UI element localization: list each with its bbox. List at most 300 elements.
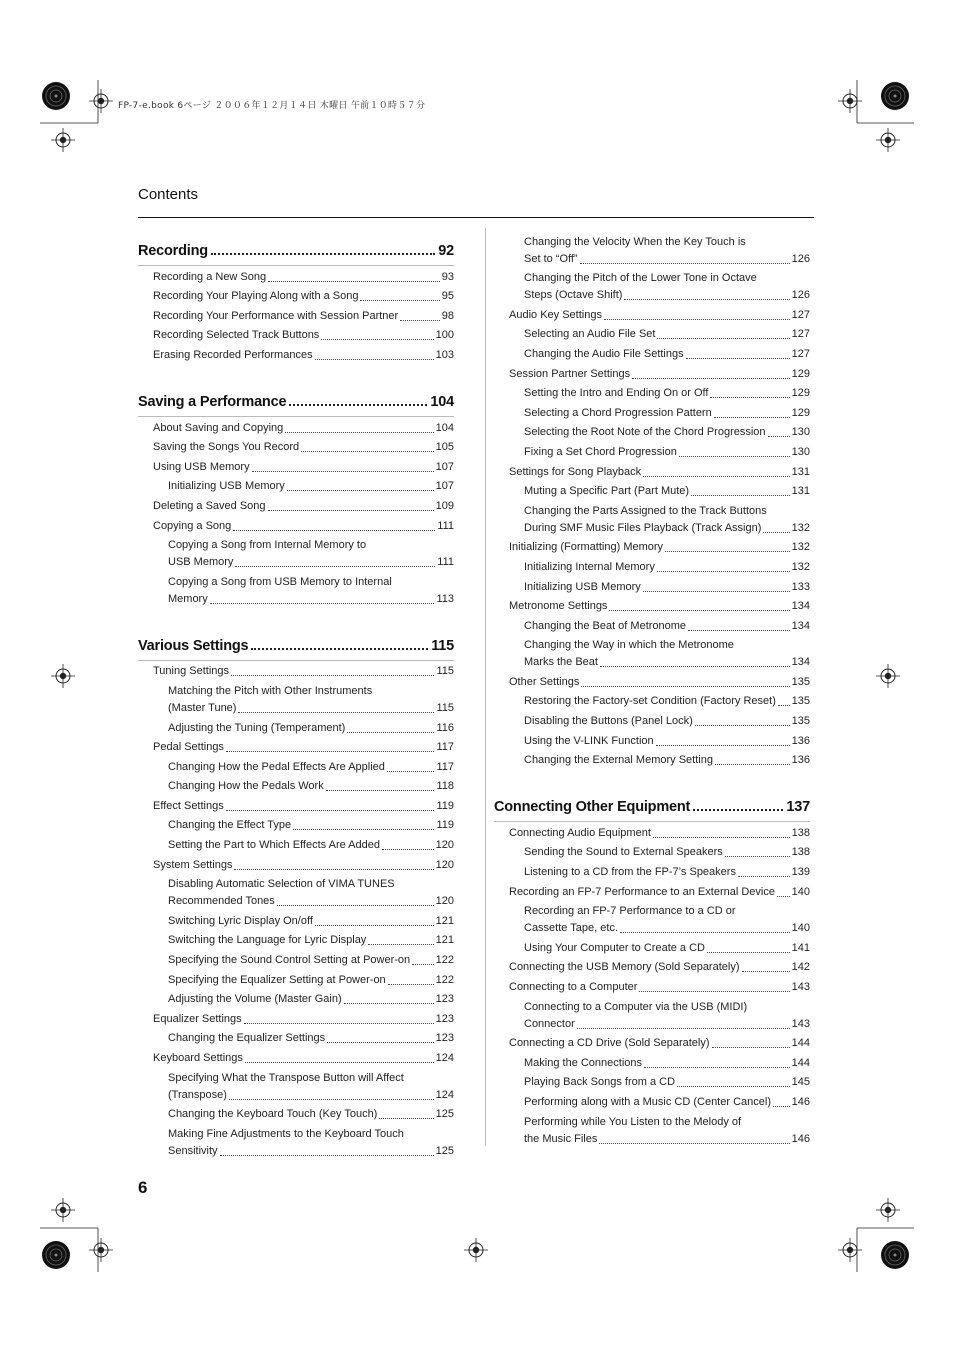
toc-entry[interactable] (168, 1106, 454, 1123)
entry-row (524, 1055, 810, 1072)
leader-dots (763, 532, 789, 533)
leader-dots (277, 905, 434, 906)
leader-dots (695, 725, 790, 726)
toc-left-column (138, 231, 454, 1160)
toc-entry[interactable] (168, 991, 454, 1008)
entry-row (168, 700, 454, 717)
leader-dots (657, 571, 790, 572)
entry-title-line: Initializing (Formatting) Memory (509, 541, 664, 554)
entry-title-line: Selecting a Chord Progression Pattern (524, 406, 712, 419)
entry-title-line: Set to “Off” (524, 252, 578, 265)
entry-page-number: 138 (791, 846, 810, 859)
entry-page-number: 146 (791, 1095, 810, 1108)
section-page-number: 92 (438, 243, 454, 259)
entry-page-number: 121 (435, 934, 454, 947)
entry-row (524, 920, 810, 937)
leader-dots (301, 451, 433, 452)
entry-title-line: Adjusting the Tuning (Temperament) (168, 721, 346, 734)
entry-page-number: 143 (791, 981, 810, 993)
entry-page-number: 113 (436, 592, 454, 605)
toc-entry[interactable] (524, 864, 810, 881)
leader-dots (360, 300, 439, 301)
entry-title-line: Connector (524, 1017, 575, 1030)
toc-entry[interactable] (153, 498, 454, 515)
toc-entry[interactable] (153, 1011, 454, 1028)
toc-entry[interactable] (168, 759, 454, 776)
entry-title-line: Muting a Specific Part (Part Mute) (524, 485, 690, 498)
entry-title-line: Changing the Equalizer Settings (168, 1032, 326, 1045)
leader-dots (412, 964, 433, 965)
entry-title-line: Recording Your Performance with Session Partner (153, 309, 399, 322)
leader-dots (234, 869, 433, 870)
entry-title-line: Specifying What the Transpose Button will Affect (168, 1071, 404, 1084)
entry-row (524, 864, 810, 881)
entry-page-number: 123 (435, 1012, 454, 1025)
entry-page-number: 123 (435, 993, 454, 1006)
leader-dots (289, 404, 427, 406)
toc-entry[interactable] (524, 385, 810, 402)
leader-dots (665, 551, 790, 552)
toc-entry[interactable] (524, 713, 810, 730)
toc-entry[interactable] (509, 1035, 810, 1052)
entry-title-line: Disabling the Buttons (Panel Lock) (524, 715, 693, 728)
leader-dots (712, 1047, 790, 1048)
leader-dots (238, 712, 434, 713)
leader-dots (778, 705, 790, 706)
entry-title-line: the Music Files (524, 1132, 598, 1145)
toc-entry[interactable] (524, 618, 810, 635)
toc-entry[interactable] (168, 478, 454, 495)
toc-entry[interactable] (168, 778, 454, 795)
leader-dots (293, 829, 434, 830)
entry-row (509, 307, 810, 324)
leader-dots (773, 1106, 790, 1107)
toc-entry[interactable] (524, 1114, 810, 1148)
leader-dots (580, 263, 790, 264)
toc-entry[interactable] (153, 857, 454, 874)
toc-entry[interactable] (168, 1126, 454, 1160)
entry-title-line: Copying a Song from Internal Memory to (168, 539, 367, 552)
entry-row (168, 913, 454, 930)
entry-row (524, 844, 810, 861)
toc-entry[interactable] (153, 518, 454, 535)
section-rule (138, 416, 454, 417)
leader-dots (620, 932, 790, 933)
toc-entry[interactable] (524, 234, 810, 268)
entry-page-number: 95 (441, 290, 454, 303)
section-page-number: 104 (430, 393, 454, 410)
entry-page-number: 127 (791, 328, 810, 341)
leader-dots (368, 944, 433, 945)
entry-title-line: Changing How the Pedals Work (168, 780, 324, 793)
entry-title-line: (Master Tune) (168, 701, 237, 714)
toc-entry[interactable] (168, 952, 454, 969)
entry-row (524, 579, 810, 596)
entry-title-line: Changing the Keyboard Touch (Key Touch) (168, 1108, 378, 1121)
toc-entry[interactable] (509, 674, 810, 691)
entry-row (524, 287, 810, 304)
section-page-number: 115 (431, 637, 454, 654)
entry-row (168, 778, 454, 795)
entry-row (524, 1016, 810, 1033)
section-rule (138, 265, 454, 266)
entry-row (509, 674, 810, 691)
leader-dots (738, 876, 790, 877)
entry-row (509, 366, 810, 383)
entry-title-line: Using Your Computer to Create a CD (524, 941, 705, 954)
toc-entry[interactable] (524, 733, 810, 750)
entry-page-number: 109 (435, 499, 454, 512)
entry-row (168, 1143, 454, 1160)
entry-title-line: Recording Selected Track Buttons (153, 329, 320, 342)
entry-title-line: Making the Connections (524, 1056, 643, 1069)
entry-title-line: Selecting an Audio File Set (524, 328, 656, 341)
entry-page-number: 127 (791, 308, 810, 321)
entry-row (524, 1131, 810, 1148)
toc-entry[interactable] (524, 844, 810, 861)
toc-entry[interactable] (509, 959, 810, 976)
leader-dots (693, 809, 783, 811)
leader-dots (347, 732, 434, 733)
entry-title-line: Sending the Sound to External Speakers (524, 846, 723, 859)
leader-dots (643, 591, 790, 592)
toc-entry[interactable] (153, 798, 454, 815)
entry-page-number: 135 (791, 715, 810, 728)
entry-title-line: Listening to a CD from the FP-7’s Speakers (524, 866, 736, 879)
entry-page-number: 120 (435, 895, 454, 908)
entry-page-number: 130 (791, 445, 810, 458)
entry-title-line: Switching the Language for Lyric Display (168, 934, 367, 947)
toc-entry[interactable] (524, 424, 810, 441)
entry-page-number: 115 (436, 701, 454, 714)
leader-dots (725, 856, 790, 857)
entry-page-number: 103 (435, 348, 454, 361)
leader-dots (251, 648, 428, 650)
leader-dots (777, 896, 790, 897)
toc-entry[interactable] (524, 637, 810, 671)
entry-page-number: 129 (791, 406, 810, 419)
toc-entry[interactable] (168, 683, 454, 717)
leader-dots (315, 359, 434, 360)
entry-title-line: Session Partner Settings (509, 367, 631, 380)
toc-entry[interactable] (153, 439, 454, 456)
entry-title-line: Tuning Settings (153, 665, 230, 678)
toc-entry[interactable] (168, 876, 454, 910)
leader-dots (326, 790, 435, 791)
leader-dots (388, 984, 434, 985)
entry-row (509, 884, 810, 901)
entry-row (524, 733, 810, 750)
leader-dots (244, 1023, 434, 1024)
leader-dots (639, 991, 789, 992)
entry-page-number: 138 (791, 826, 810, 839)
toc-entry[interactable] (509, 825, 810, 842)
toc-entry[interactable] (168, 574, 454, 608)
toc-entry[interactable] (168, 837, 454, 854)
entry-row (509, 979, 810, 996)
toc-entry[interactable] (153, 420, 454, 437)
entry-page-number: 130 (791, 426, 810, 439)
entry-title-line: Deleting a Saved Song (153, 499, 266, 512)
leader-dots (268, 510, 434, 511)
entry-page-number: 139 (791, 866, 810, 879)
entry-title-line: Initializing USB Memory (168, 480, 285, 493)
entry-page-number: 117 (436, 760, 454, 773)
entry-page-number: 144 (791, 1037, 810, 1050)
entry-row (524, 940, 810, 957)
toc-entry[interactable] (153, 663, 454, 680)
entry-title-line: Connecting the USB Memory (Sold Separately) (509, 961, 740, 974)
toc-entry[interactable] (524, 999, 810, 1033)
section-page-number: 137 (786, 799, 810, 816)
toc-section-heading[interactable] (138, 388, 454, 410)
leader-dots (577, 1028, 790, 1029)
entry-row (524, 618, 810, 635)
toc-entry[interactable] (524, 1074, 810, 1091)
toc-entry[interactable] (524, 483, 810, 500)
entry-page-number: 129 (791, 387, 810, 400)
toc-entry[interactable] (524, 579, 810, 596)
entry-page-number: 124 (435, 1052, 454, 1064)
toc-entry[interactable] (153, 288, 454, 305)
leader-dots (742, 971, 790, 972)
entry-title-line: Selecting the Root Note of the Chord Progression (524, 426, 766, 439)
column-divider (485, 228, 486, 1146)
entry-title-line: Changing the Pitch of the Lower Tone in Octave (524, 272, 757, 285)
leader-dots (599, 1143, 789, 1144)
entry-title-line: Recording an FP-7 Performance to an External Device (509, 885, 775, 898)
toc-entry[interactable] (509, 307, 810, 324)
entry-title-line: Playing Back Songs from a CD (524, 1076, 676, 1089)
toc-entry[interactable] (168, 913, 454, 930)
leader-dots (688, 630, 790, 631)
toc-entry[interactable] (509, 598, 810, 615)
toc-entry[interactable] (153, 327, 454, 344)
entry-row (153, 308, 454, 325)
entry-row (168, 837, 454, 854)
toc-entry[interactable] (524, 940, 810, 957)
leader-dots (714, 417, 790, 418)
entry-page-number: 131 (791, 465, 810, 478)
entry-page-number: 118 (436, 780, 454, 793)
entry-title-line: Copying a Song (153, 519, 232, 532)
entry-page-number: 140 (791, 885, 810, 898)
toc-entry[interactable] (153, 459, 454, 476)
entry-page-number: 145 (791, 1076, 810, 1089)
leader-dots (387, 771, 435, 772)
leader-dots (691, 495, 790, 496)
entry-row (524, 1074, 810, 1091)
toc-entry[interactable] (168, 537, 454, 571)
toc-entry[interactable] (524, 1055, 810, 1072)
toc-entry[interactable] (524, 444, 810, 461)
entry-page-number: 117 (436, 741, 454, 754)
toc-entry[interactable] (524, 752, 810, 769)
entry-page-number: 141 (791, 941, 810, 954)
toc-entry[interactable] (168, 720, 454, 737)
leader-dots (344, 1003, 434, 1004)
toc-entry[interactable] (509, 539, 810, 556)
entry-page-number: 129 (791, 367, 810, 380)
entry-page-number: 135 (791, 675, 810, 688)
toc-section-heading[interactable] (138, 632, 454, 654)
entry-page-number: 98 (441, 309, 454, 322)
entry-row (168, 1030, 454, 1047)
leader-dots (400, 320, 440, 321)
entry-title-line: Connecting to a Computer via the USB (MIDI) (524, 1000, 748, 1013)
entry-page-number: 119 (436, 799, 454, 812)
toc-entry[interactable] (168, 1030, 454, 1047)
entry-title-line: Connecting to a Computer (509, 981, 638, 993)
entry-row (153, 327, 454, 344)
entry-row (524, 520, 810, 537)
entry-title-line: Switching Lyric Display On/off (168, 914, 313, 927)
entry-title-line: Specifying the Sound Control Setting at Power-on (168, 954, 411, 967)
entry-title-line: Steps (Octave Shift) (524, 289, 623, 302)
entry-page-number: 131 (791, 485, 810, 498)
entry-row (153, 798, 454, 815)
entry-title-line: Effect Settings (153, 799, 224, 812)
toc-entry[interactable] (168, 817, 454, 834)
entry-title-line: Connecting a CD Drive (Sold Separately) (509, 1037, 710, 1050)
entry-title-line: Metronome Settings (509, 600, 608, 613)
leader-dots (679, 456, 790, 457)
leader-dots (235, 566, 435, 567)
entry-title-line: Performing while You Listen to the Melody of (524, 1115, 742, 1128)
entry-title-line: System Settings (153, 858, 233, 871)
toc-entry[interactable] (524, 693, 810, 710)
toc-section-heading[interactable] (138, 237, 454, 259)
entry-row (153, 1011, 454, 1028)
toc-entry[interactable] (524, 405, 810, 422)
toc-entry[interactable] (509, 884, 810, 901)
entry-page-number: 125 (435, 1144, 454, 1157)
entry-row (153, 498, 454, 515)
toc-entry[interactable] (509, 464, 810, 481)
entry-row (168, 1087, 454, 1104)
entry-row (524, 346, 810, 363)
toc-entry[interactable] (153, 1050, 454, 1067)
entry-page-number: 146 (791, 1132, 810, 1145)
toc-entry[interactable] (509, 979, 810, 996)
section-rule (138, 660, 454, 661)
entry-row (153, 459, 454, 476)
toc-entry[interactable] (524, 346, 810, 363)
entry-title-line: Changing the Effect Type (168, 819, 292, 832)
leader-dots (382, 849, 434, 850)
leader-dots (715, 764, 790, 765)
leader-dots (710, 397, 789, 398)
entry-row (153, 663, 454, 680)
leader-dots (321, 339, 433, 340)
entry-row (168, 817, 454, 834)
entry-row (153, 288, 454, 305)
section-rule (494, 821, 810, 822)
section-title: Saving a Performance (138, 393, 287, 410)
leader-dots (707, 952, 790, 953)
entry-row (524, 1094, 810, 1111)
entry-title-line: USB Memory (168, 556, 234, 569)
leader-dots (229, 1099, 434, 1100)
leader-dots (220, 1155, 434, 1156)
toc-entry[interactable] (524, 270, 810, 304)
toc-entry[interactable] (168, 1070, 454, 1104)
entry-page-number: 134 (791, 656, 810, 669)
toc-entry[interactable] (153, 739, 454, 756)
entry-page-number: 140 (791, 922, 810, 935)
entry-row (524, 251, 810, 268)
toc-section-heading[interactable] (494, 793, 810, 815)
entry-title-line: Changing the Audio File Settings (524, 347, 684, 360)
entry-title-line: Recording an FP-7 Performance to a CD or (524, 905, 736, 918)
entry-page-number: 119 (436, 819, 454, 832)
toc-entry[interactable] (153, 347, 454, 364)
entry-title-line: Performing along with a Music CD (Center Cancel) (524, 1095, 771, 1108)
entry-page-number: 144 (791, 1056, 810, 1069)
leader-dots (643, 476, 790, 477)
toc-entry[interactable] (524, 903, 810, 937)
entry-row (168, 1106, 454, 1123)
entry-title-line: Changing the Way in which the Metronome (524, 639, 734, 652)
entry-row (168, 554, 454, 571)
leader-dots (632, 378, 790, 379)
page-title: Contents (138, 186, 199, 203)
entry-page-number: 124 (435, 1088, 454, 1101)
entry-row (524, 483, 810, 500)
toc-entry[interactable] (524, 503, 810, 537)
entry-title-line: Pedal Settings (153, 741, 224, 754)
entry-title-line: Using the V-LINK Function (524, 734, 654, 747)
leader-dots (379, 1118, 433, 1119)
section-title: Various Settings (138, 637, 249, 654)
entry-title-line: Marks the Beat (524, 656, 598, 669)
leader-dots (285, 432, 433, 433)
toc-entry[interactable] (524, 326, 810, 343)
toc-entry[interactable] (153, 269, 454, 286)
entry-page-number: 105 (435, 441, 454, 454)
leader-dots (252, 471, 434, 472)
entry-row (509, 598, 810, 615)
leader-dots (226, 810, 435, 811)
entry-page-number: 120 (435, 858, 454, 871)
toc-entry[interactable] (168, 972, 454, 989)
entry-page-number: 120 (435, 839, 454, 852)
entry-row (153, 420, 454, 437)
leader-dots (624, 299, 789, 300)
entry-row (153, 857, 454, 874)
entry-page-number: 132 (791, 521, 810, 534)
entry-row (509, 825, 810, 842)
entry-title-line: Setting the Intro and Ending On or Off (524, 387, 709, 400)
entry-title-line: Changing How the Pedal Effects Are Applied (168, 760, 385, 773)
toc-entry[interactable] (524, 1094, 810, 1111)
entry-row (168, 932, 454, 949)
toc-entry[interactable] (153, 308, 454, 325)
entry-title-line: (Transpose) (168, 1088, 227, 1101)
toc-entry[interactable] (524, 559, 810, 576)
entry-row (524, 752, 810, 769)
entry-title-line: Keyboard Settings (153, 1052, 243, 1064)
entry-row (524, 559, 810, 576)
entry-title-line: Changing the External Memory Setting (524, 754, 713, 767)
toc-entry[interactable] (509, 366, 810, 383)
entry-row (153, 269, 454, 286)
entry-page-number: 100 (435, 329, 454, 342)
entry-title-line: Settings for Song Playback (509, 465, 642, 478)
entry-title-line: Adjusting the Volume (Master Gain) (168, 993, 342, 1006)
entry-page-number: 93 (441, 270, 454, 283)
toc-entry[interactable] (168, 932, 454, 949)
